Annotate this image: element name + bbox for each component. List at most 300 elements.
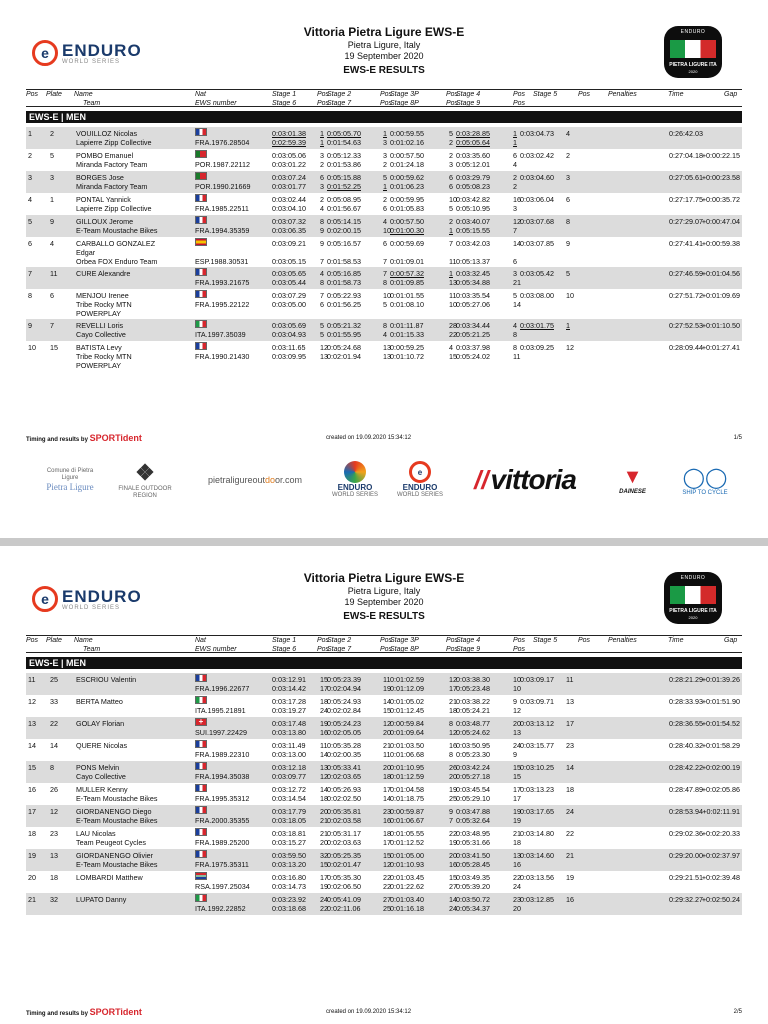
stage-pos: 9 <box>566 239 570 248</box>
stage-pos: 16 <box>566 895 574 904</box>
stage-pos: 10 <box>449 300 457 309</box>
stage-time: 0:00:59.25 <box>390 343 424 352</box>
stage-pos: 10 <box>513 684 521 693</box>
stage-pos: 19 <box>320 719 328 728</box>
table-row <box>26 193 742 215</box>
stage-time: 0:03:23.92 <box>272 895 306 904</box>
rank: 5 <box>28 217 32 226</box>
ews-number: ESP.1988.30531 <box>195 257 249 266</box>
stage-time: 0:03:48.95 <box>456 829 490 838</box>
stage-time: 0:01:52.25 <box>327 182 361 191</box>
stage-pos: 6 <box>449 173 453 182</box>
stage-time: 0:02:01.94 <box>327 352 361 361</box>
table-row <box>26 805 742 827</box>
ews-number: FRA.1976.28504 <box>195 138 250 147</box>
stage-pos: 4 <box>320 269 324 278</box>
plate-number: 8 <box>50 763 54 772</box>
comune-logo: Comune di Pietra Ligure Pietra Ligure <box>46 468 94 492</box>
stage-time: 0:02:11.06 <box>327 904 361 913</box>
stage-time: 0:01:54.63 <box>327 138 361 147</box>
rank: 21 <box>28 895 36 904</box>
stage-time: 0:03:42.24 <box>456 763 490 772</box>
stage-pos: 6 <box>513 151 517 160</box>
stage-time: 0:03:32.45 <box>456 269 490 278</box>
stage-pos: 11 <box>449 257 457 266</box>
col-p2b: Pos <box>380 646 393 653</box>
rider-name: GIORDANENGO Olivier <box>76 851 154 860</box>
stage-time: 0:02:06.50 <box>327 882 361 891</box>
stage-time: 0:01:12.59 <box>390 772 424 781</box>
stage-time: 0:03:18.68 <box>272 904 306 913</box>
stage-time: 0:03:28.85 <box>456 129 490 138</box>
stage-pos: 20 <box>383 763 391 772</box>
fr-flag-icon <box>195 216 207 224</box>
team-name: Miranda Factory Team <box>76 160 148 169</box>
enduro-logo: e ENDURO WORLD SERIES <box>32 40 142 66</box>
stage-time: 0:01:58.53 <box>327 257 361 266</box>
stage-time: 0:03:07.29 <box>272 291 306 300</box>
stage-pos: 21 <box>513 829 521 838</box>
ews-number: ITA.1995.21891 <box>195 706 246 715</box>
team-name: Lapierre Zipp Collective <box>76 138 152 147</box>
stage-time: 0:05:08.23 <box>456 182 490 191</box>
stage-time: 0:03:05.65 <box>272 269 306 278</box>
rider-name: BATISTA Levy <box>76 343 122 352</box>
stage-time: 0:05:25.35 <box>327 851 361 860</box>
col-team: Team <box>83 646 101 653</box>
col-s5: Stage 5 <box>533 91 558 98</box>
gap-time: +0:01:27.41 <box>701 343 740 352</box>
rank: 9 <box>28 321 32 330</box>
stage-pos: 9 <box>513 697 517 706</box>
stage-pos: 14 <box>383 794 391 803</box>
stage-pos: 13 <box>513 728 521 737</box>
stage-pos: 19 <box>320 882 328 891</box>
total-time: 0:27:51.72 <box>669 291 703 300</box>
rank: 1 <box>28 129 32 138</box>
col-time: Time <box>668 91 684 98</box>
stage-pos: 10 <box>449 195 457 204</box>
stage-pos: 6 <box>513 257 517 266</box>
col-p4: Pos <box>513 637 526 644</box>
col-penalties: Penalties <box>608 637 637 644</box>
stage-time: 0:03:12.91 <box>272 675 306 684</box>
ews-number: FRA.1989.25200 <box>195 838 250 847</box>
stage-pos: 8 <box>383 278 387 287</box>
vittoria-logo: // vittoria <box>474 464 576 495</box>
total-time: 0:27:17.75 <box>669 195 703 204</box>
ews-number: RSA.1997.25034 <box>195 882 250 891</box>
stage-pos: 18 <box>566 785 574 794</box>
col-ews: EWS number <box>195 100 237 107</box>
stage-pos: 8 <box>513 330 517 339</box>
table-row <box>26 761 742 783</box>
stage-time: 0:03:29.79 <box>456 173 490 182</box>
stage-pos: 15 <box>320 675 328 684</box>
team-name: Cayo Collective <box>76 772 126 781</box>
plate-number: 33 <box>50 697 58 706</box>
stage-pos: 22 <box>449 330 457 339</box>
event-date: 19 September 2020 <box>344 51 424 61</box>
stage-time: 0:01:10.72 <box>390 352 424 361</box>
stage-time: 0:00:57.50 <box>390 151 424 160</box>
stage-time: 0:01:02.16 <box>390 138 424 147</box>
stage-pos: 22 <box>566 829 574 838</box>
stage-pos: 12 <box>449 675 457 684</box>
col-plate: Plate <box>46 91 62 98</box>
stage-pos: 2 <box>513 182 517 191</box>
gap-time: +0:01:58.29 <box>701 741 740 750</box>
stage-time: 0:03:13.23 <box>520 785 554 794</box>
gap-time: +0:02:11.91 <box>702 807 740 816</box>
pt-flag-icon <box>195 150 207 158</box>
stage-pos: 17 <box>449 684 457 693</box>
stage-time: 0:03:13.00 <box>272 750 306 759</box>
stage-pos: 21 <box>449 697 457 706</box>
stage-pos: 15 <box>383 851 391 860</box>
gap-time: +0:02:37.97 <box>701 851 740 860</box>
stage-time: 0:03:09.95 <box>272 352 306 361</box>
it-flag-icon <box>195 320 207 328</box>
stage-pos: 7 <box>383 257 387 266</box>
enduro-logo: e ENDURO WORLD SERIES <box>32 586 142 612</box>
stage-pos: 16 <box>449 741 457 750</box>
col-name: Name <box>74 637 93 644</box>
rank: 8 <box>28 291 32 300</box>
za-flag-icon <box>195 872 207 880</box>
ews-number: FRA.1996.22677 <box>195 684 250 693</box>
gap-time: +0:01:51.90 <box>701 697 740 706</box>
ews-number: FRA.1994.35038 <box>195 772 250 781</box>
stage-time: 0:03:13.80 <box>272 728 306 737</box>
stage-time: 0:00:59.87 <box>390 807 424 816</box>
table-row <box>26 849 742 871</box>
title-block <box>0 24 768 77</box>
stage-time: 0:03:49.35 <box>456 873 490 882</box>
stage-time: 0:00:59.69 <box>390 239 424 248</box>
rider-name: REVELLI Loris <box>76 321 124 330</box>
stage-pos: 5 <box>449 204 453 213</box>
col-s3p: Stage 3P <box>390 637 419 644</box>
stage-time: 0:03:48.77 <box>456 719 490 728</box>
fr-flag-icon <box>195 828 207 836</box>
event-location: Pietra Ligure, Italy <box>347 586 421 596</box>
stage-time: 0:03:42.82 <box>456 195 490 204</box>
team-name: Orbea FOX Enduro Team <box>76 257 158 266</box>
rider-name: PONTAL Yannick <box>76 195 131 204</box>
rider-name: BORGES Jose <box>76 173 124 182</box>
outdoor-logo: pietraligureoutdoor.com <box>207 475 303 485</box>
stage-pos: 20 <box>449 851 457 860</box>
gap-time: +0:02:05.86 <box>701 785 740 794</box>
total-time: 0:28:33.93 <box>669 697 703 706</box>
col-pos: Pos <box>26 637 39 644</box>
stage-pos: 5 <box>449 129 453 138</box>
plate-number: 32 <box>50 895 58 904</box>
stage-pos: 5 <box>383 173 387 182</box>
stage-time: 0:03:12.85 <box>520 895 554 904</box>
total-time: 0:29:20.00 <box>669 851 703 860</box>
table-row <box>26 695 742 717</box>
total-time: 0:27:52.53 <box>669 321 703 330</box>
stage-time: 0:05:32.64 <box>456 816 490 825</box>
stage-time: 0:05:24.21 <box>456 706 490 715</box>
team-name: Lapierre Zipp Collective <box>76 204 152 213</box>
stage-pos: 6 <box>320 300 324 309</box>
stage-pos: 5 <box>513 291 517 300</box>
stage-time: 0:01:12.52 <box>390 838 424 847</box>
stage-time: 0:03:09.77 <box>272 772 306 781</box>
rider-name: MENJOU Irenee <box>76 291 129 300</box>
rank: 6 <box>28 239 32 248</box>
col-p1: Pos <box>317 91 330 98</box>
stage-pos: 20 <box>320 838 328 847</box>
stage-time: 0:03:02.44 <box>272 195 306 204</box>
stage-pos: 18 <box>383 829 391 838</box>
stage-time: 0:05:27.18 <box>456 772 490 781</box>
table-row <box>26 673 742 695</box>
stage-time: 0:05:05.70 <box>327 129 361 138</box>
stage-time: 0:03:16.80 <box>272 873 306 882</box>
gap-time: +0:01:39.26 <box>701 675 740 684</box>
col-s8p: Stage 8P <box>390 646 419 653</box>
stage-time: 0:01:03.45 <box>390 873 424 882</box>
stage-pos: 24 <box>513 741 521 750</box>
stage-pos: 6 <box>320 173 324 182</box>
stage-time: 0:03:17.79 <box>272 807 306 816</box>
stage-time: 0:03:06.04 <box>520 195 554 204</box>
stage-time: 0:03:15.27 <box>272 838 306 847</box>
results-table <box>26 127 742 371</box>
stage-time: 0:03:35.60 <box>456 151 490 160</box>
total-time: 0:26:42.03 <box>669 129 703 138</box>
stage-time: 0:05:26.93 <box>327 785 361 794</box>
stage-time: 0:03:05.15 <box>272 257 306 266</box>
results-page-1: e ENDURO WORLD SERIES Vittoria Pietra Ligure EWS-E Pietra Ligure, Italy 19 September 2020 EWS-E RESULTS ENDURO PIETRA LIGURE ITA 2020 Pos Plate Name Team Nat EWS number Stage 1 Stage 6 Pos Stage 2 Pos Stage 7 Pos Stage 3P Pos Stage 8P Pos Stage 4 Pos Stage 9 Pos Pos Stage 5 Pos Penalties Time Gap EWS-E | MEN 1 2 VOUILLOZ Nicolas Lapierre Zipp Collective FRA.1976.28504 0:03:01.38 1 0:05:05.70 1 0:00:59.55 5 0:03:28.85 1 0:03:04.73 4 0:02:59.39 1 0:01:54.63 3 0:01:02.16 2 0:05:05.64 1 0:26:42.03 2 5 POMBO Emanuel Miranda Factory Team POR.1987.22112 0:03:05.06 3 0:05:12.33 3 0:00:57.50 2 0:03:35.60 6 0:03:02.42 2 0:03:01.22 2 0:01:53.86 2 0:01:24.18 3 0:05:12.01 4 0:27:04.18 +0:00:22.15 3 3 BORGES Jose Miranda Factory Team POR.1990.21669 0:03:07.24 6 0:05:15.88 5 0:00:59.62 6 0:03:29.79 2 0:03:04.60 3 0:03:01.77 3 0:01:52.25 1 0:01:06.23 6 0:05:08.23 2 0:27:05.61 +0:00:23.58 4 1 PONTAL Yannick Lapierre Zipp Collective FRA.1985.22511 0:03:02.44 2 0:05:08.95 2 0:00:59.95 10 0:03:42.82 16 0:03:06.04 6 0:03:04.10 4 0:01:56.67 6 0:01:05.83 5 0:05:10.95 3 0:27:17.75 +0:00:35.72 5 9 GILLOUX Jerome E-Team Moustache Bikes FRA.1994.35359 0:03:07.32 8 0:05:14.15 4 0:00:57.50 2 0:03:40.07 12 0:03:07.68 8 0:03:06.35 9 0:02:00.15 10 0:01:00.30 1 0:05:15.55 7 0:27:29.07 +0:00:47.04 6 4 CARBALLO GONZALEZ Edgar Orbea FOX Enduro Team ESP.1988.30531 0:03:09.21 9 0:05:16.57 6 0:00:59.69 7 0:03:42.03 14 0:03:07.85 9 0:03:05.15 7 0:01:58.53 7 0:01:09.01 11 0:05:13.37 6 0:27:41.41 +0:00:59.38 7 11 CURE Alexandre FRA.1993.21675 0:03:05.65 4 0:05:16.85 7 0:00:57.32 1 0:03:32.45 3 0:03:05.42 5 0:03:05.44 8 0:01:58.73 8 0:01:09.85 13 0:05:34.88 21 0:27:46.59 +0:01:04.56 8 6 MENJOU Irenee Tribe Rocky MTN POWERPLAY FRA.1995.22122 0:03:07.29 7 0:05:22.93 10 0:01:01.55 11 0:03:35.54 5 0:03:08.00 10 0:03:05.00 6 0:01:56.25 5 0:01:08.10 10 0:05:27.06 14 0:27:51.72 +0:01:09.69 9 7 REVELLI Loris Cayo Collective ITA.1997.35039 0:03:05.69 5 0:05:21.32 8 0:01:11.87 28 0:03:34.44 4 0:03:01.75 1 0:03:04.93 5 0:01:55.95 4 0:01:15.33 22 0:05:21.25 8 0:27:52.53 +0:01:10.50 10 15 BATISTA Levy Tribe Rocky MTN POWERPLAY FRA.1990.21430 0:03:11.65 12 0:05:24.68 13 0:00:59.25 4 0:03:37.98 8 0:03:09.25 12 0:03:09.95 13 0:02:01.94 13 0:01:10.72 15 0:05:24.02 11 0:28:09.44 +0:01:27.41 Timing and results by SPORTident created on 19.09.2020 15:34:12 1/5 Comune di Pietra Ligure Pietra Ligure ❖ FINALE OUTDOOR REGION pietraligureoutdoor.com ENDURO WORLD SERIES e ENDURO WORLD SERIES // vittoria ▼ DAINESE ◯◯ SHIP TO CYCLE <box>0 0 768 538</box>
ews-number: POR.1987.22112 <box>195 160 251 169</box>
ews-number: FRA.1993.21675 <box>195 278 250 287</box>
plate-number: 25 <box>50 675 58 684</box>
gap-time: +0:00:47.04 <box>701 217 740 226</box>
stage-pos: 4 <box>513 160 517 169</box>
team-name: Tribe Rocky MTN POWERPLAY <box>76 300 132 318</box>
stage-pos: 7 <box>449 239 453 248</box>
rank: 12 <box>28 697 36 706</box>
stage-pos: 23 <box>566 741 574 750</box>
sponsor-strip <box>40 450 740 510</box>
title-block <box>0 570 768 623</box>
plate-number: 15 <box>50 343 58 352</box>
rider-name: ESCRIOU Valentin <box>76 675 137 684</box>
stage-pos: 21 <box>566 851 574 860</box>
stage-time: 0:05:33.41 <box>327 763 361 772</box>
ews-number: FRA.1990.21430 <box>195 352 250 361</box>
event-date: 19 September 2020 <box>344 597 424 607</box>
stage-pos: 25 <box>383 904 391 913</box>
rider-name: GOLAY Florian <box>76 719 125 728</box>
plate-number: 4 <box>50 239 54 248</box>
stage-time: 0:00:57.32 <box>390 269 424 278</box>
stage-time: 0:01:06.23 <box>390 182 424 191</box>
stage-time: 0:05:23.30 <box>456 750 490 759</box>
pt-flag-icon <box>195 172 207 180</box>
category-header: EWS-E | MEN <box>26 657 742 669</box>
stage-pos: 18 <box>513 838 521 847</box>
col-s4: Stage 4 <box>456 637 481 644</box>
stage-time: 0:05:12.33 <box>327 151 361 160</box>
table-row <box>26 341 742 371</box>
stage-pos: 13 <box>383 352 391 361</box>
plate-number: 11 <box>50 269 58 278</box>
stage-time: 0:05:24.23 <box>327 719 361 728</box>
stage-time: 0:03:09.17 <box>520 675 554 684</box>
stage-time: 0:03:11.65 <box>272 343 306 352</box>
stage-time: 0:05:28.45 <box>456 860 490 869</box>
finale-logo: ❖ FINALE OUTDOOR REGION <box>118 460 172 499</box>
stage-pos: 1 <box>449 226 453 235</box>
stage-pos: 22 <box>383 873 391 882</box>
stage-time: 0:01:00.30 <box>390 226 424 235</box>
fr-flag-icon <box>195 784 207 792</box>
stage-pos: 17 <box>513 794 521 803</box>
stage-pos: 1 <box>513 138 517 147</box>
shiptocycle-logo: ◯◯ SHIP TO CYCLE <box>682 466 728 496</box>
stage-time: 0:03:01.75 <box>520 321 554 330</box>
stage-pos: 20 <box>513 719 521 728</box>
col-p1b: Pos <box>317 100 330 107</box>
rider-name: LAU Nicolas <box>76 829 116 838</box>
stage-time: 0:03:04.93 <box>272 330 306 339</box>
stage-pos: 24 <box>513 882 521 891</box>
stage-time: 0:05:12.01 <box>456 160 490 169</box>
enduro-ws-logo: ENDURO WORLD SERIES <box>325 450 385 510</box>
stage-time: 0:03:09.21 <box>272 239 306 248</box>
stage-time: 0:05:27.06 <box>456 300 490 309</box>
stage-pos: 19 <box>513 807 521 816</box>
stage-pos: 15 <box>513 772 521 781</box>
col-p4: Pos <box>513 91 526 98</box>
event-badge-logo: ENDURO PIETRA LIGURE ITA 2020 <box>664 26 722 78</box>
table-row <box>26 827 742 849</box>
stage-pos: 3 <box>449 160 453 169</box>
stage-time: 0:01:05.00 <box>390 851 424 860</box>
stage-pos: 18 <box>449 706 457 715</box>
table-row <box>26 717 742 739</box>
stage-pos: 16 <box>449 860 457 869</box>
stage-time: 0:02:03.63 <box>327 838 361 847</box>
stage-pos: 11 <box>566 675 574 684</box>
stage-time: 0:03:59.50 <box>272 851 306 860</box>
gap-time: +0:01:54.52 <box>701 719 740 728</box>
ews-number: FRA.1985.22511 <box>195 204 249 213</box>
stage-pos: 10 <box>566 291 574 300</box>
stage-pos: 16 <box>383 816 391 825</box>
stage-pos: 22 <box>513 873 521 882</box>
fr-flag-icon <box>195 128 207 136</box>
col-s7: Stage 7 <box>327 100 352 107</box>
stage-time: 0:03:14.42 <box>272 684 306 693</box>
rider-name: VOUILLOZ Nicolas <box>76 129 138 138</box>
stage-pos: 20 <box>320 807 328 816</box>
fr-flag-icon <box>195 850 207 858</box>
stage-time: 0:03:14.80 <box>520 829 554 838</box>
rider-name: POMBO Emanuel <box>76 151 134 160</box>
stage-time: 0:05:39.20 <box>456 882 490 891</box>
stage-time: 0:03:02.42 <box>520 151 554 160</box>
stage-time: 0:01:56.25 <box>327 300 361 309</box>
stage-time: 0:03:11.49 <box>272 741 306 750</box>
stage-pos: 22 <box>449 829 457 838</box>
stage-pos: 12 <box>383 860 391 869</box>
stage-time: 0:03:04.10 <box>272 204 306 213</box>
team-name: E-Team Moustache Bikes <box>76 816 158 825</box>
rank: 2 <box>28 151 32 160</box>
col-s1: Stage 1 <box>272 91 297 98</box>
rank: 18 <box>28 829 36 838</box>
stage-pos: 10 <box>513 675 521 684</box>
col-gap: Gap <box>724 637 738 644</box>
stage-pos: 2 <box>566 151 570 160</box>
stage-time: 0:01:08.10 <box>390 300 424 309</box>
stage-time: 0:03:50.72 <box>456 895 490 904</box>
stage-time: 0:03:01.22 <box>272 160 306 169</box>
stage-time: 0:03:06.35 <box>272 226 306 235</box>
stage-time: 0:03:17.48 <box>272 719 306 728</box>
stage-pos: 21 <box>383 741 391 750</box>
col-s6: Stage 6 <box>272 100 297 107</box>
stage-time: 0:05:35.28 <box>327 741 361 750</box>
stage-pos: 23 <box>383 807 391 816</box>
stage-pos: 10 <box>383 291 391 300</box>
col-s6: Stage 6 <box>272 646 297 653</box>
rank: 16 <box>28 785 36 794</box>
team-name: E-Team Moustache Bikes <box>76 794 158 803</box>
stage-time: 0:05:22.93 <box>327 291 361 300</box>
col-s7: Stage 7 <box>327 646 352 653</box>
stage-time: 0:01:05.83 <box>390 204 424 213</box>
stage-pos: 11 <box>449 291 457 300</box>
stage-pos: 2 <box>320 195 324 204</box>
column-header <box>26 89 742 107</box>
event-location: Pietra Ligure, Italy <box>347 40 421 50</box>
col-s5: Stage 5 <box>533 637 558 644</box>
rank: 10 <box>28 343 36 352</box>
stage-pos: 2 <box>383 160 387 169</box>
total-time: 0:27:46.59 <box>669 269 703 278</box>
page-header <box>0 546 768 638</box>
enduro-e-icon: e <box>32 586 58 612</box>
stage-time: 0:05:23.48 <box>456 684 490 693</box>
stage-pos: 4 <box>566 129 570 138</box>
col-team: Team <box>83 100 101 107</box>
total-time: 0:27:04.18 <box>669 151 703 160</box>
plate-number: 3 <box>50 173 54 182</box>
stage-time: 0:05:24.62 <box>456 728 490 737</box>
gap-time: +0:02:39.48 <box>701 873 740 882</box>
stage-pos: 7 <box>320 291 324 300</box>
stage-pos: 7 <box>449 816 453 825</box>
stage-time: 0:00:59.84 <box>390 719 424 728</box>
stage-time: 0:01:03.40 <box>390 895 424 904</box>
col-p3: Pos <box>446 91 459 98</box>
stage-pos: 4 <box>383 330 387 339</box>
col-p2: Pos <box>380 91 393 98</box>
stage-time: 0:01:09.01 <box>390 257 424 266</box>
stage-pos: 11 <box>383 675 391 684</box>
stage-time: 0:00:59.55 <box>390 129 424 138</box>
ews-number: FRA.2000.35355 <box>195 816 250 825</box>
stage-pos: 2 <box>449 217 453 226</box>
